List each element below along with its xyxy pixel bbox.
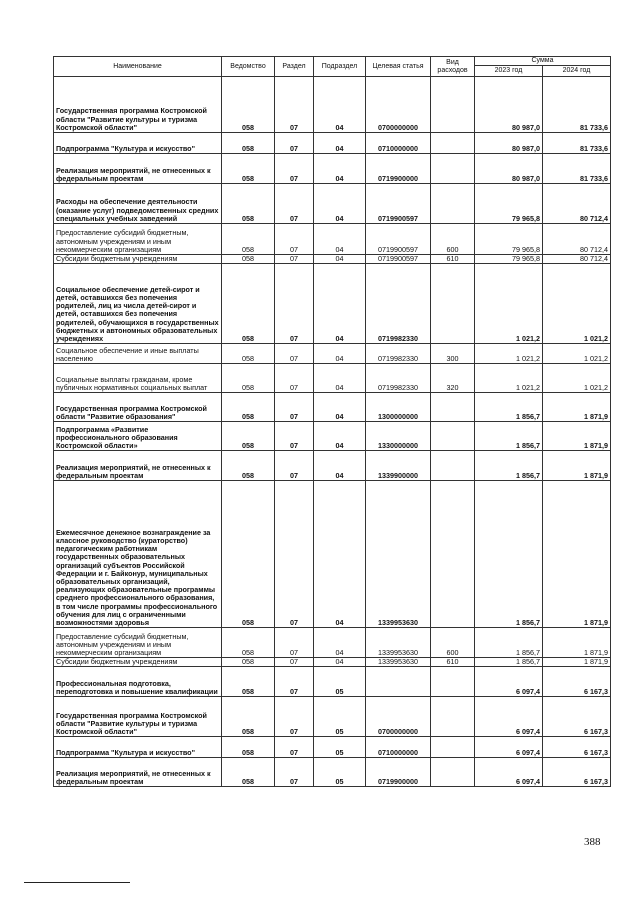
header-vid-raskhodov: Вид расходов: [431, 57, 475, 77]
row-sum-2024: 6 167,3: [543, 697, 611, 737]
row-tselevaya-statya: 0700000000: [366, 77, 431, 133]
row-vedomstvo: 058: [222, 758, 275, 787]
row-podrazdel: 04: [314, 628, 366, 658]
row-vedomstvo: 058: [222, 667, 275, 697]
row-name: Профессиональная подготовка, переподготовка и повышение квалификации: [54, 667, 222, 697]
row-sum-2024: 1 021,2: [543, 264, 611, 344]
row-podrazdel: 04: [314, 133, 366, 154]
row-razdel: 07: [275, 264, 314, 344]
row-name: Расходы на обеспечение деятельности (оказание услуг) подведомственных средних специальных учебных заведений: [54, 184, 222, 224]
row-tselevaya-statya: 0719982330: [366, 364, 431, 393]
row-name: Субсидии бюджетным учреждениям: [54, 658, 222, 667]
row-podrazdel: 04: [314, 393, 366, 422]
row-sum-2023: 79 965,8: [475, 184, 543, 224]
row-sum-2024: 80 712,4: [543, 184, 611, 224]
budget-table: [53, 56, 611, 787]
row-name: Государственная программа Костромской области "Развитие образования": [54, 393, 222, 422]
row-sum-2023: 1 021,2: [475, 344, 543, 364]
row-razdel: 07: [275, 154, 314, 184]
row-name: Предоставление субсидий бюджетным, автономным учреждениям и иным некоммерческим организациям: [54, 628, 222, 658]
row-tselevaya-statya: 0719982330: [366, 264, 431, 344]
row-podrazdel: 05: [314, 737, 366, 758]
table-row: [54, 393, 611, 422]
row-tselevaya-statya: 1339900000: [366, 451, 431, 481]
row-tselevaya-statya: [366, 667, 431, 697]
row-vedomstvo: 058: [222, 264, 275, 344]
row-razdel: 07: [275, 344, 314, 364]
row-sum-2024: 6 167,3: [543, 667, 611, 697]
row-podrazdel: 04: [314, 658, 366, 667]
row-vedomstvo: 058: [222, 255, 275, 264]
table-row: [54, 481, 611, 628]
row-sum-2023: 6 097,4: [475, 758, 543, 787]
row-razdel: 07: [275, 255, 314, 264]
row-name: Ежемесячное денежное вознаграждение за классное руководство (кураторство) педагогическим работникам государственных образовательных организаций субъектов Российской Федерации и г. Байконур, муниципальных образовательных организаций, реализующих образовательные программы среднего профессионального образования, в том числе программы профессионального обучения для лиц с ограниченными возможностями здоровья: [54, 481, 222, 628]
row-name: Реализация мероприятий, не отнесенных к федеральным проектам: [54, 451, 222, 481]
table-row: [54, 224, 611, 255]
row-vedomstvo: 058: [222, 154, 275, 184]
row-podrazdel: 04: [314, 77, 366, 133]
row-vedomstvo: 058: [222, 451, 275, 481]
row-name: Подпрограмма "Культура и искусство": [54, 133, 222, 154]
row-vid-raskhodov: 600: [431, 224, 475, 255]
row-razdel: 07: [275, 481, 314, 628]
row-vedomstvo: 058: [222, 628, 275, 658]
page-number: 388: [584, 836, 601, 848]
table-row: [54, 364, 611, 393]
row-sum-2023: 6 097,4: [475, 737, 543, 758]
table-header: [54, 57, 611, 77]
row-sum-2024: 1 871,9: [543, 481, 611, 628]
row-name: Социальное обеспечение детей-сирот и детей, оставшихся без попечения родителей, лиц из числа детей-сирот и детей, оставшихся без попечения родителей, обучающихся в государственных бюджетных и автономных образовательных учреждениях: [54, 264, 222, 344]
row-tselevaya-statya: 1339953630: [366, 628, 431, 658]
row-vedomstvo: 058: [222, 737, 275, 758]
row-vid-raskhodov: 300: [431, 344, 475, 364]
row-vid-raskhodov: [431, 393, 475, 422]
table-row: [54, 658, 611, 667]
table-row: [54, 667, 611, 697]
row-sum-2024: 1 871,9: [543, 658, 611, 667]
row-razdel: 07: [275, 224, 314, 255]
row-vid-raskhodov: [431, 451, 475, 481]
row-vedomstvo: 058: [222, 658, 275, 667]
row-podrazdel: 04: [314, 481, 366, 628]
table-row: [54, 422, 611, 451]
row-razdel: 07: [275, 451, 314, 481]
row-tselevaya-statya: 0719900000: [366, 758, 431, 787]
table-row: [54, 697, 611, 737]
row-podrazdel: 04: [314, 224, 366, 255]
row-vid-raskhodov: [431, 77, 475, 133]
table-body: [54, 77, 611, 787]
header-podrazdel: Подраздел: [314, 57, 366, 77]
row-tselevaya-statya: 0719900597: [366, 255, 431, 264]
row-sum-2024: 81 733,6: [543, 133, 611, 154]
row-vid-raskhodov: 610: [431, 255, 475, 264]
row-tselevaya-statya: 1300000000: [366, 393, 431, 422]
header-razdel: Раздел: [275, 57, 314, 77]
table-row: [54, 737, 611, 758]
row-podrazdel: 05: [314, 758, 366, 787]
row-podrazdel: 05: [314, 697, 366, 737]
row-vedomstvo: 058: [222, 77, 275, 133]
header-year-2023: 2023 год: [475, 66, 543, 77]
row-vedomstvo: 058: [222, 184, 275, 224]
header-name: Наименование: [54, 57, 222, 77]
row-sum-2023: 80 987,0: [475, 133, 543, 154]
row-name: Государственная программа Костромской области "Развитие культуры и туризма Костромской области": [54, 77, 222, 133]
row-vid-raskhodov: 320: [431, 364, 475, 393]
row-podrazdel: 04: [314, 264, 366, 344]
row-vedomstvo: 058: [222, 344, 275, 364]
row-sum-2024: 1 021,2: [543, 364, 611, 393]
row-sum-2024: 1 871,9: [543, 422, 611, 451]
table-row: [54, 451, 611, 481]
row-sum-2023: 1 856,7: [475, 628, 543, 658]
row-tselevaya-statya: 0719900597: [366, 184, 431, 224]
row-podrazdel: 04: [314, 344, 366, 364]
row-name: Социальное обеспечение и иные выплаты населению: [54, 344, 222, 364]
row-vid-raskhodov: 600: [431, 628, 475, 658]
row-vid-raskhodov: [431, 154, 475, 184]
row-vid-raskhodov: [431, 264, 475, 344]
row-vid-raskhodov: [431, 422, 475, 451]
row-podrazdel: 04: [314, 184, 366, 224]
table-row: [54, 264, 611, 344]
row-tselevaya-statya: 0719900000: [366, 154, 431, 184]
row-vedomstvo: 058: [222, 481, 275, 628]
row-podrazdel: 04: [314, 451, 366, 481]
row-tselevaya-statya: 1339953630: [366, 481, 431, 628]
row-sum-2023: 1 021,2: [475, 264, 543, 344]
row-vedomstvo: 058: [222, 393, 275, 422]
row-vid-raskhodov: [431, 737, 475, 758]
row-razdel: 07: [275, 697, 314, 737]
row-sum-2024: 1 021,2: [543, 344, 611, 364]
row-name: Реализация мероприятий, не отнесенных к федеральным проектам: [54, 758, 222, 787]
footer-divider: [24, 882, 130, 883]
table-row: [54, 628, 611, 658]
row-razdel: 07: [275, 737, 314, 758]
header-year-2024: 2024 год: [543, 66, 611, 77]
row-podrazdel: 04: [314, 154, 366, 184]
table-row: [54, 154, 611, 184]
row-vedomstvo: 058: [222, 133, 275, 154]
row-vid-raskhodov: 610: [431, 658, 475, 667]
row-name: Социальные выплаты гражданам, кроме публичных нормативных социальных выплат: [54, 364, 222, 393]
row-vid-raskhodov: [431, 184, 475, 224]
row-razdel: 07: [275, 658, 314, 667]
row-vid-raskhodov: [431, 667, 475, 697]
row-podrazdel: 04: [314, 364, 366, 393]
row-podrazdel: 04: [314, 255, 366, 264]
row-sum-2023: 1 856,7: [475, 481, 543, 628]
row-sum-2024: 81 733,6: [543, 77, 611, 133]
row-razdel: 07: [275, 133, 314, 154]
row-sum-2024: 1 871,9: [543, 628, 611, 658]
row-razdel: 07: [275, 667, 314, 697]
row-name: Предоставление субсидий бюджетным, автономным учреждениям и иным некоммерческим организациям: [54, 224, 222, 255]
table-row: [54, 133, 611, 154]
table-row: [54, 344, 611, 364]
row-razdel: 07: [275, 628, 314, 658]
row-name: Субсидии бюджетным учреждениям: [54, 255, 222, 264]
row-tselevaya-statya: 0719900597: [366, 224, 431, 255]
row-sum-2024: 1 871,9: [543, 393, 611, 422]
row-tselevaya-statya: 0719982330: [366, 344, 431, 364]
row-sum-2023: 79 965,8: [475, 224, 543, 255]
row-sum-2023: 80 987,0: [475, 77, 543, 133]
row-razdel: 07: [275, 77, 314, 133]
row-sum-2023: 6 097,4: [475, 697, 543, 737]
row-name: Государственная программа Костромской области "Развитие культуры и туризма Костромской области": [54, 697, 222, 737]
row-vedomstvo: 058: [222, 422, 275, 451]
row-sum-2024: 80 712,4: [543, 224, 611, 255]
row-razdel: 07: [275, 393, 314, 422]
row-tselevaya-statya: 0710000000: [366, 737, 431, 758]
table-row: [54, 77, 611, 133]
row-vid-raskhodov: [431, 133, 475, 154]
row-vid-raskhodov: [431, 758, 475, 787]
table-row: [54, 758, 611, 787]
row-sum-2024: 81 733,6: [543, 154, 611, 184]
row-sum-2024: 6 167,3: [543, 737, 611, 758]
row-sum-2024: 6 167,3: [543, 758, 611, 787]
row-razdel: 07: [275, 758, 314, 787]
row-name: Реализация мероприятий, не отнесенных к федеральным проектам: [54, 154, 222, 184]
row-vid-raskhodov: [431, 697, 475, 737]
row-sum-2023: 79 965,8: [475, 255, 543, 264]
table-row: [54, 184, 611, 224]
row-podrazdel: 05: [314, 667, 366, 697]
table-row: [54, 255, 611, 264]
row-tselevaya-statya: 1330000000: [366, 422, 431, 451]
row-name: Подпрограмма "Культура и искусство": [54, 737, 222, 758]
header-vedomstvo: Ведомство: [222, 57, 275, 77]
row-sum-2023: 1 856,7: [475, 658, 543, 667]
row-sum-2023: 1 856,7: [475, 393, 543, 422]
row-sum-2023: 1 856,7: [475, 451, 543, 481]
row-name: Подпрограмма «Развитие профессионального образования Костромской области»: [54, 422, 222, 451]
row-razdel: 07: [275, 422, 314, 451]
row-razdel: 07: [275, 364, 314, 393]
row-sum-2023: 6 097,4: [475, 667, 543, 697]
row-vedomstvo: 058: [222, 697, 275, 737]
header-summa: Сумма: [475, 57, 611, 66]
row-sum-2024: 1 871,9: [543, 451, 611, 481]
row-razdel: 07: [275, 184, 314, 224]
row-sum-2023: 1 021,2: [475, 364, 543, 393]
row-sum-2023: 1 856,7: [475, 422, 543, 451]
row-vedomstvo: 058: [222, 364, 275, 393]
row-tselevaya-statya: 0710000000: [366, 133, 431, 154]
row-tselevaya-statya: 1339953630: [366, 658, 431, 667]
row-tselevaya-statya: 0700000000: [366, 697, 431, 737]
row-vid-raskhodov: [431, 481, 475, 628]
row-sum-2023: 80 987,0: [475, 154, 543, 184]
header-tselevaya-statya: Целевая статья: [366, 57, 431, 77]
row-sum-2024: 80 712,4: [543, 255, 611, 264]
row-podrazdel: 04: [314, 422, 366, 451]
row-vedomstvo: 058: [222, 224, 275, 255]
